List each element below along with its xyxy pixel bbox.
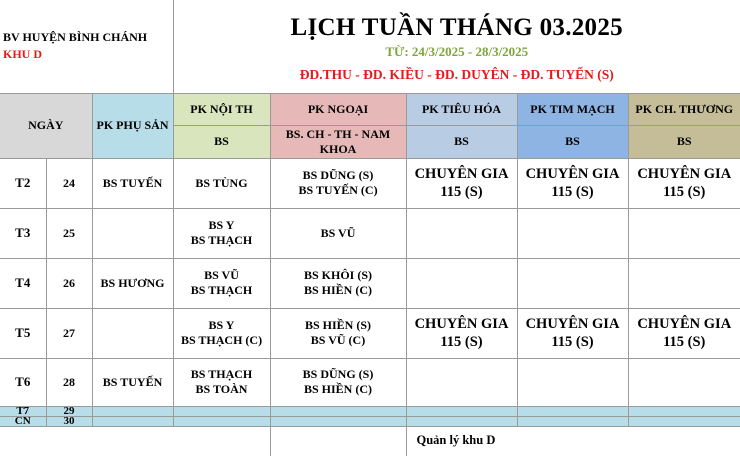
day-cell: T4 — [0, 258, 46, 308]
sub-ch-thuong: BS — [628, 125, 740, 158]
tim-mach-cell — [517, 158, 628, 208]
doctor-name: BS VŨ — [320, 225, 356, 240]
ch-thuong-cell — [628, 308, 740, 358]
doctor-name: BS TUYẾN (C) — [298, 183, 378, 197]
expert-label: CHUYÊN GIA — [525, 315, 620, 332]
empty-cell — [406, 416, 517, 426]
table-row — [0, 208, 740, 258]
date-cell: 27 — [46, 308, 92, 358]
expert-shift: 115 (S) — [440, 184, 483, 200]
noi-th-cell — [173, 308, 270, 358]
ngoai-cell — [270, 358, 406, 406]
sub-tim-mach: BS — [517, 125, 628, 158]
phu-san-cell: BS TUYẾN — [92, 158, 173, 208]
col-tim-mach: PK TIM MẠCH — [517, 93, 628, 125]
table-row — [0, 308, 740, 358]
empty-cell — [628, 416, 740, 426]
tim-mach-cell — [517, 308, 628, 358]
tim-mach-cell — [517, 258, 628, 308]
ch-thuong-cell — [628, 158, 740, 208]
tim-mach-cell — [517, 358, 628, 406]
ch-thuong-cell — [628, 208, 740, 258]
doctor-name: BS HIỀN (S) — [304, 318, 372, 332]
day-cell: T5 — [0, 308, 46, 358]
tieu-hoa-cell — [406, 258, 517, 308]
doctor-name: BS DŨNG (S) — [302, 168, 374, 182]
doctor-name: BS KHÔI (S) — [303, 268, 372, 282]
empty-cell — [406, 406, 517, 416]
doctor-name: BS THẠCH — [190, 367, 253, 381]
phu-san-cell — [92, 308, 173, 358]
empty-cell — [270, 416, 406, 426]
doctor-name: BS DŨNG (S) — [302, 367, 374, 381]
doctor-name: BS TÙNG — [195, 175, 248, 190]
ngoai-cell — [270, 258, 406, 308]
day-cell: CN — [0, 416, 46, 426]
day-cell: T3 — [0, 208, 46, 258]
noi-th-cell — [173, 358, 270, 406]
date-range: TỪ: 24/3/2025 - 28/3/2025 — [385, 44, 529, 60]
ngoai-cell — [270, 208, 406, 258]
expert-shift: 115 (S) — [551, 184, 594, 200]
tieu-hoa-cell — [406, 358, 517, 406]
date-cell: 29 — [46, 406, 92, 416]
table-row — [0, 406, 740, 416]
day-cell: T2 — [0, 158, 46, 208]
empty-cell — [517, 406, 628, 416]
doctor-name: BS THẠCH (C) — [180, 333, 263, 347]
doctor-name: BS VŨ (C) — [310, 333, 366, 347]
doctor-name: BS HIỀN (C) — [303, 382, 372, 396]
sub-noi-th: BS — [173, 125, 270, 158]
doctor-name: BS TOÀN — [195, 382, 248, 396]
phu-san-cell: BS TUYẾN — [92, 358, 173, 406]
sub-tieu-hoa: BS — [406, 125, 517, 158]
empty-cell — [270, 406, 406, 416]
footer-blank — [0, 426, 270, 456]
sub-ngoai: BS. CH - TH - NAM KHOA — [270, 125, 406, 158]
empty-cell — [628, 406, 740, 416]
table-row — [0, 416, 740, 426]
empty-cell — [92, 406, 173, 416]
table-row — [0, 158, 740, 208]
expert-shift: 115 (S) — [663, 334, 706, 350]
col-ngoai: PK NGOẠI — [270, 93, 406, 125]
staff-line: ĐD.THU - ĐD. KIỀU - ĐD. DUYÊN - ĐD. TUYẾN (S) — [299, 66, 614, 82]
manager-signature: Quản lý khu D — [406, 426, 740, 456]
expert-shift: 115 (S) — [551, 334, 594, 350]
tieu-hoa-cell — [406, 158, 517, 208]
noi-th-cell — [173, 208, 270, 258]
day-cell: T6 — [0, 358, 46, 406]
ngoai-cell — [270, 158, 406, 208]
expert-label: CHUYÊN GIA — [414, 315, 509, 332]
footer-blank — [270, 426, 406, 456]
empty-cell — [517, 416, 628, 426]
tim-mach-cell — [517, 208, 628, 258]
doctor-name: BS VŨ — [204, 268, 239, 282]
col-ch-thuong: PK CH. THƯƠNG — [628, 93, 740, 125]
col-phu-san: PK PHỤ SẢN — [92, 93, 173, 158]
doctor-name: BS THẠCH — [190, 233, 253, 247]
date-cell: 30 — [46, 416, 92, 426]
expert-shift: 115 (S) — [663, 184, 706, 200]
unit-name: KHU D — [3, 47, 42, 61]
expert-label: CHUYÊN GIA — [525, 165, 620, 182]
hospital-block — [0, 0, 173, 93]
phu-san-cell — [92, 208, 173, 258]
empty-cell — [92, 416, 173, 426]
doctor-name: BS HIỀN (C) — [303, 283, 372, 297]
phu-san-cell: BS HƯƠNG — [92, 258, 173, 308]
table-row — [0, 258, 740, 308]
noi-th-cell — [173, 258, 270, 308]
page-title: LỊCH TUẦN THÁNG 03.2025 — [290, 14, 623, 41]
noi-th-cell — [173, 158, 270, 208]
ch-thuong-cell — [628, 258, 740, 308]
title-block — [173, 0, 740, 93]
hospital-name: BV HUYỆN BÌNH CHÁNH — [3, 30, 148, 44]
day-header: NGÀY — [0, 93, 92, 158]
expert-label: CHUYÊN GIA — [637, 165, 732, 182]
date-cell: 26 — [46, 258, 92, 308]
date-cell: 24 — [46, 158, 92, 208]
date-cell: 25 — [46, 208, 92, 258]
col-tieu-hoa: PK TIÊU HÓA — [406, 93, 517, 125]
table-row — [0, 358, 740, 406]
empty-cell — [173, 416, 270, 426]
empty-cell — [173, 406, 270, 416]
day-cell: T7 — [0, 406, 46, 416]
doctor-name: BS Y — [208, 218, 235, 232]
col-noi-th: PK NỘI TH — [173, 93, 270, 125]
tieu-hoa-cell — [406, 308, 517, 358]
ngoai-cell — [270, 308, 406, 358]
expert-label: CHUYÊN GIA — [637, 315, 732, 332]
expert-label: CHUYÊN GIA — [414, 165, 509, 182]
doctor-name: BS Y — [208, 318, 235, 332]
tieu-hoa-cell — [406, 208, 517, 258]
ch-thuong-cell — [628, 358, 740, 406]
expert-shift: 115 (S) — [440, 334, 483, 350]
date-cell: 28 — [46, 358, 92, 406]
doctor-name: BS THẠCH — [190, 283, 253, 297]
